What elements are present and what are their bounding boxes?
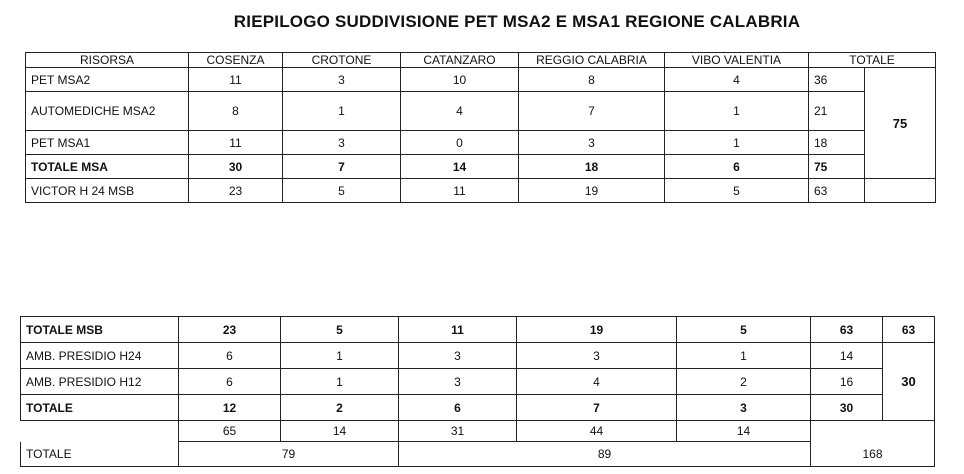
- side-total: 30: [883, 343, 935, 421]
- side-total: 63: [883, 317, 935, 343]
- cell-value: 3: [519, 131, 665, 155]
- header-risorsa: RISORSA: [26, 53, 189, 68]
- table-row: [21, 343, 935, 369]
- sum-value: 65: [179, 421, 281, 442]
- empty-cell: [811, 421, 935, 442]
- header-reggio-calabria: REGGIO CALABRIA: [519, 53, 665, 68]
- cell-value: 5: [283, 179, 401, 203]
- row-label: TOTALE MSB: [21, 317, 179, 343]
- header-cosenza: COSENZA: [189, 53, 283, 68]
- grand-total: 168: [811, 442, 935, 467]
- row-label: AMB. PRESIDIO H12: [21, 369, 179, 395]
- table-row: [21, 369, 935, 395]
- cell-value: 1: [665, 131, 809, 155]
- row-total: 63: [809, 179, 865, 203]
- cell-value: 11: [399, 317, 517, 343]
- final-group-total: 89: [399, 442, 811, 467]
- row-total: 18: [809, 131, 865, 155]
- summary-table-msa: [25, 52, 936, 203]
- empty-cell: [21, 421, 179, 442]
- cell-value: 5: [677, 317, 811, 343]
- cell-value: 30: [189, 155, 283, 179]
- cell-value: 6: [179, 343, 281, 369]
- cell-value: 3: [517, 343, 677, 369]
- row-label: PET MSA1: [26, 131, 189, 155]
- table-row: [26, 131, 936, 155]
- cell-value: 1: [281, 343, 399, 369]
- cell-value: 3: [283, 68, 401, 92]
- cell-value: 19: [517, 317, 677, 343]
- cell-value: 11: [189, 131, 283, 155]
- cell-value: 1: [665, 92, 809, 131]
- cell-value: 0: [401, 131, 519, 155]
- cell-value: 1: [281, 369, 399, 395]
- cell-value: 12: [179, 395, 281, 421]
- cell-value: 3: [677, 395, 811, 421]
- cell-value: 11: [401, 179, 519, 203]
- sum-value: 44: [517, 421, 677, 442]
- row-total: 30: [811, 395, 883, 421]
- cell-value: 6: [665, 155, 809, 179]
- cell-value: 2: [677, 369, 811, 395]
- row-total: 14: [811, 343, 883, 369]
- row-label: VICTOR H 24 MSB: [26, 179, 189, 203]
- cell-value: 14: [401, 155, 519, 179]
- row-total: 21: [809, 92, 865, 131]
- cell-value: 5: [281, 317, 399, 343]
- table-row: [26, 92, 936, 131]
- cell-value: 23: [189, 179, 283, 203]
- cell-value: 1: [283, 92, 401, 131]
- cell-value: 2: [281, 395, 399, 421]
- row-label: PET MSA2: [26, 68, 189, 92]
- cell-value: 6: [399, 395, 517, 421]
- cell-value: 18: [519, 155, 665, 179]
- cell-value: 7: [283, 155, 401, 179]
- row-label: AMB. PRESIDIO H24: [21, 343, 179, 369]
- table-row-totale-msb: [21, 317, 935, 343]
- header-catanzaro: CATANZARO: [401, 53, 519, 68]
- cell-value: 1: [677, 343, 811, 369]
- cell-value: 7: [517, 395, 677, 421]
- row-label: TOTALE: [21, 395, 179, 421]
- cell-value: 3: [399, 343, 517, 369]
- cell-value: 3: [399, 369, 517, 395]
- table-row: [26, 179, 936, 203]
- empty-cell: [865, 179, 936, 203]
- cell-value: 3: [283, 131, 401, 155]
- row-label: TOTALE MSA: [26, 155, 189, 179]
- table-row-final-total: [21, 442, 935, 467]
- sum-value: 14: [281, 421, 399, 442]
- cell-value: 23: [179, 317, 281, 343]
- row-label: AUTOMEDICHE MSA2: [26, 92, 189, 131]
- final-group-total: 79: [179, 442, 399, 467]
- table-row-totale: [21, 395, 935, 421]
- cell-value: 4: [665, 68, 809, 92]
- cell-value: 4: [517, 369, 677, 395]
- table-row: [26, 68, 936, 92]
- cell-value: 6: [179, 369, 281, 395]
- cell-value: 5: [665, 179, 809, 203]
- header-crotone: CROTONE: [283, 53, 401, 68]
- row-total: 16: [811, 369, 883, 395]
- header-vibo-valentia: VIBO VALENTIA: [665, 53, 809, 68]
- cell-value: 8: [519, 68, 665, 92]
- sum-value: 31: [399, 421, 517, 442]
- cell-value: 10: [401, 68, 519, 92]
- table-row-sums: [21, 421, 935, 442]
- cell-value: 4: [401, 92, 519, 131]
- side-total: 75: [865, 68, 936, 179]
- table-header-row: [26, 53, 936, 68]
- header-totale: TOTALE: [809, 53, 936, 68]
- cell-value: 8: [189, 92, 283, 131]
- summary-table-msb: [20, 316, 935, 467]
- final-label: TOTALE: [21, 442, 179, 467]
- table-row-totale-msa: [26, 155, 936, 179]
- cell-value: 7: [519, 92, 665, 131]
- row-total: 63: [811, 317, 883, 343]
- page-title: RIEPILOGO SUDDIVISIONE PET MSA2 E MSA1 REGIONE CALABRIA: [233, 12, 801, 31]
- cell-value: 19: [519, 179, 665, 203]
- sum-value: 14: [677, 421, 811, 442]
- cell-value: 11: [189, 68, 283, 92]
- row-total: 75: [809, 155, 865, 179]
- row-total: 36: [809, 68, 865, 92]
